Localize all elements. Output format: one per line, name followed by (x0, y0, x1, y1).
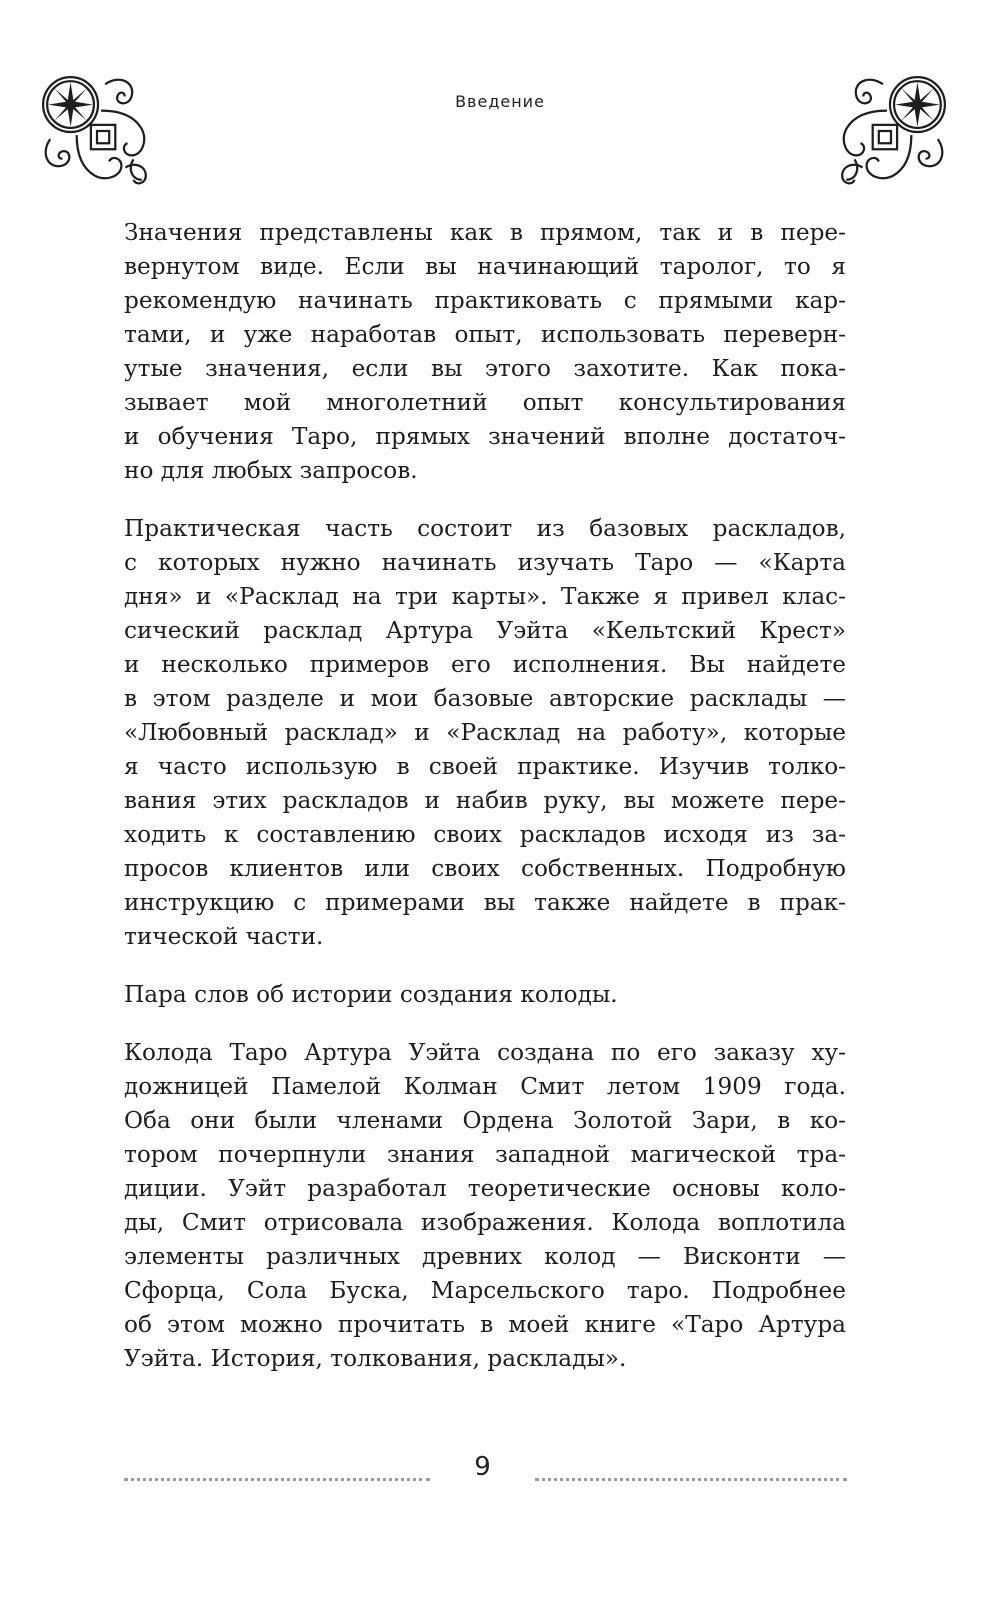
dotted-divider-left (124, 1478, 430, 1481)
text-line: и обучения Таро, прямых значений вполне достаточ- (124, 423, 846, 450)
text-line: тором почерпнули знания западной магической тра- (124, 1141, 846, 1168)
text-line: инструкцию с примерами вы также найдете в прак- (124, 889, 846, 916)
text-line: «Любовный расклад» и «Расклад на работу», которые (124, 719, 846, 746)
page-footer (0, 1450, 1000, 1490)
paragraph-2 (124, 512, 846, 954)
page-number: 9 (474, 1452, 491, 1482)
text-line: рекомендую начинать практиковать с прямыми кар- (124, 287, 846, 314)
compass-star-icon (36, 70, 158, 192)
text-line: Колода Таро Артура Уэйта создана по его заказу ху- (124, 1039, 846, 1066)
text-line: об этом можно прочитать в моей книге «Таро Артура (124, 1311, 846, 1338)
text-line: вернутом виде. Если вы начинающий таролог, то я (124, 253, 846, 280)
text-line: сический расклад Артура Уэйта «Кельтский Крест» (124, 617, 846, 644)
text-line: элементы различных древних колод — Висконти — (124, 1243, 846, 1270)
compass-star-icon (830, 70, 952, 192)
text-line: с которых нужно начинать изучать Таро — «Карта (124, 549, 846, 576)
text-line: диции. Уэйт разработал теоретические основы коло- (124, 1175, 846, 1202)
paragraph-3 (124, 978, 846, 1012)
text-line: Оба они были членами Ордена Золотой Зари, в ко- (124, 1107, 846, 1134)
text-line: дня» и «Расклад на три карты». Также я привел клас- (124, 583, 846, 610)
corner-ornament-right (830, 70, 952, 192)
text-line: ды, Смит отрисовала изображения. Колода воплотила (124, 1209, 846, 1236)
text-line: но для любых запросов. (124, 457, 418, 484)
text-line: Пара слов об истории создания колоды. (124, 981, 618, 1008)
text-line: тической части. (124, 923, 324, 950)
corner-ornament-left (36, 70, 158, 192)
text-line: утые значения, если вы этого захотите. Как пока- (124, 355, 846, 382)
text-line: я часто использую в своей практике. Изучив толко- (124, 753, 846, 780)
text-line: Практическая часть состоит из базовых раскладов, (124, 515, 846, 542)
text-line: и несколько примеров его исполнения. Вы найдете (124, 651, 846, 678)
text-line: в этом разделе и мои базовые авторские расклады — (124, 685, 846, 712)
text-line: зывает мой многолетний опыт консультирования (124, 389, 846, 416)
text-line: Уэйта. История, толкования, расклады». (124, 1345, 627, 1372)
text-line: дожницей Памелой Колман Смит летом 1909 года. (124, 1073, 846, 1100)
text-line: Значения представлены как в прямом, так и в пере- (124, 219, 846, 246)
text-line: вания этих раскладов и набив руку, вы можете пере- (124, 787, 846, 814)
text-line: Сфорца, Сола Буска, Марсельского таро. Подробнее (124, 1277, 846, 1304)
text-line: просов клиентов или своих собственных. Подробную (124, 855, 846, 882)
dotted-divider-right (535, 1478, 847, 1481)
text-line: ходить к составлению своих раскладов исходя из за- (124, 821, 846, 848)
text-line: тами, и уже наработав опыт, использовать переверн- (124, 321, 846, 348)
paragraph-1 (124, 216, 846, 488)
running-header: Введение (455, 92, 545, 111)
body-text (124, 216, 846, 1400)
paragraph-4 (124, 1036, 846, 1376)
